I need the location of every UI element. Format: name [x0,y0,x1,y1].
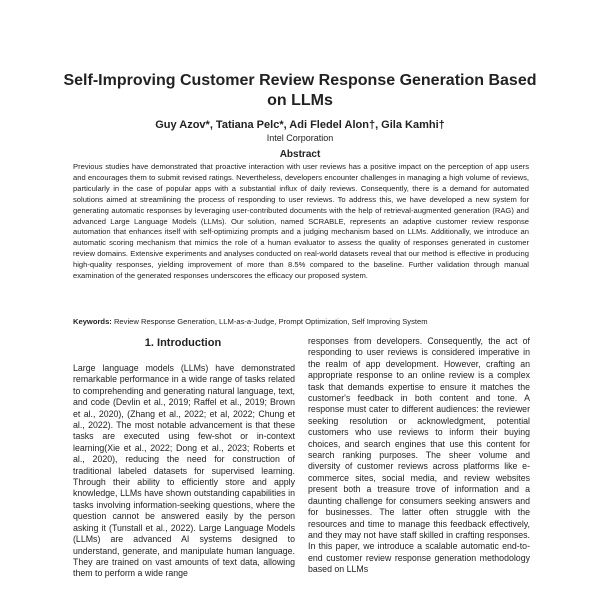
keywords-line [73,317,529,327]
keywords-text: Review Response Generation, LLM-as-a-Judge, Prompt Optimization, Self Improving System [113,317,428,326]
paper-authors: Guy Azov*, Tatiana Pelc*, Adi Fledel Alon†, Gila Kamhi† [155,119,445,131]
abstract-text: Previous studies have demonstrated that proactive interaction with user reviews has a positive impact on the perception of app users and encourages them to submit revised ratings. Nevertheless, developers encounter challenges in managing a high volume of reviews, particularly in the case of popular apps with a substantial influx of daily reviews. Consequently, there is a demand for automated solutions aimed at streamlining the process of responding to user reviews. To address this, we have developed a new system for generating automatic responses by leveraging user-contributed documents with the help of retrieval-augmented generation (RAG) and advanced Large Language Models (LLMs). Our solution, named SCRABLE, represents an adaptive customer review response automation that enhances itself with self-optimizing prompts and a judging mechanism based on LLMs. Additionally, we introduce an automatic scoring mechanism that mimics the role of a human evaluator to assess the quality of responses generated in customer review domains. Extensive experiments and analyses conducted on real-world datasets reveal that our method is effective in producing high-quality responses, yielding improvement of more than 8.5% compared to the baseline. Further validation through manual examination of the generated responses underscores the efficacy our proposed system. [73,162,529,281]
section-heading-introduction: 1. Introduction [144,337,222,349]
paper-title: Self-Improving Customer Review Response Generation Based on LLMs [63,72,537,109]
abstract-heading: Abstract [279,149,321,160]
body-right-column: responses from developers. Consequently, the act of responding to user reviews is considered imperative in the realm of app development. However, crafting an appropriate response to an online review is a complex task that demands expertise to ensure it matches the customer's feedback in both content and tone. A response must cater to different audiences: the reviewer seeking resolution or acknowledgment, potential customers who use reviews to inform their buying choices, and search engines that use this content for search ranking purposes. The sheer volume and diversity of customer reviews across platforms like e-commerce sites, social media, and review websites present both a treasure trove of information and a daunting challenge for consumers seeking answers and for businesses. The latter often struggle with the resources and time to manage this feedback effectively, and they may not have staff skilled in crafting responses. In this paper, we introduce a scalable automatic end-to-end customer review response generation methodology based on LLMs [308,336,530,575]
keywords-label: Keywords: [73,317,112,326]
paper-affiliation: Intel Corporation [266,133,334,143]
body-left-column: Large language models (LLMs) have demonstrated remarkable performance in a wide range of tasks related to comprehending and generating natural language, text, and code (Devlin et al., 2019; Raffel et al., 2019; Brown et al., 2020), (Zhang et al., 2022; et al, 2022; Chung et al., 2022). The most notable advancement is that these tasks are executed using few-shot or in-context learning(Xie et al., 2022; Dong et al., 2023; Roberts et al., 2020), reducing the need for construction of traditional labeled datasets for supervised learning. Through their ability to efficiently store and apply knowledge, LLMs have shown outstanding capabilities in tasks involving information-seeking questions, where the question cannot be answered easily by the person asking it (Tunstall et al., 2022). Large Language Models (LLMs) are advanced AI systems designed to understand, generate, and manipulate human language. They are trained on vast amounts of text data, allowing them to perform a wide range [73,363,295,579]
